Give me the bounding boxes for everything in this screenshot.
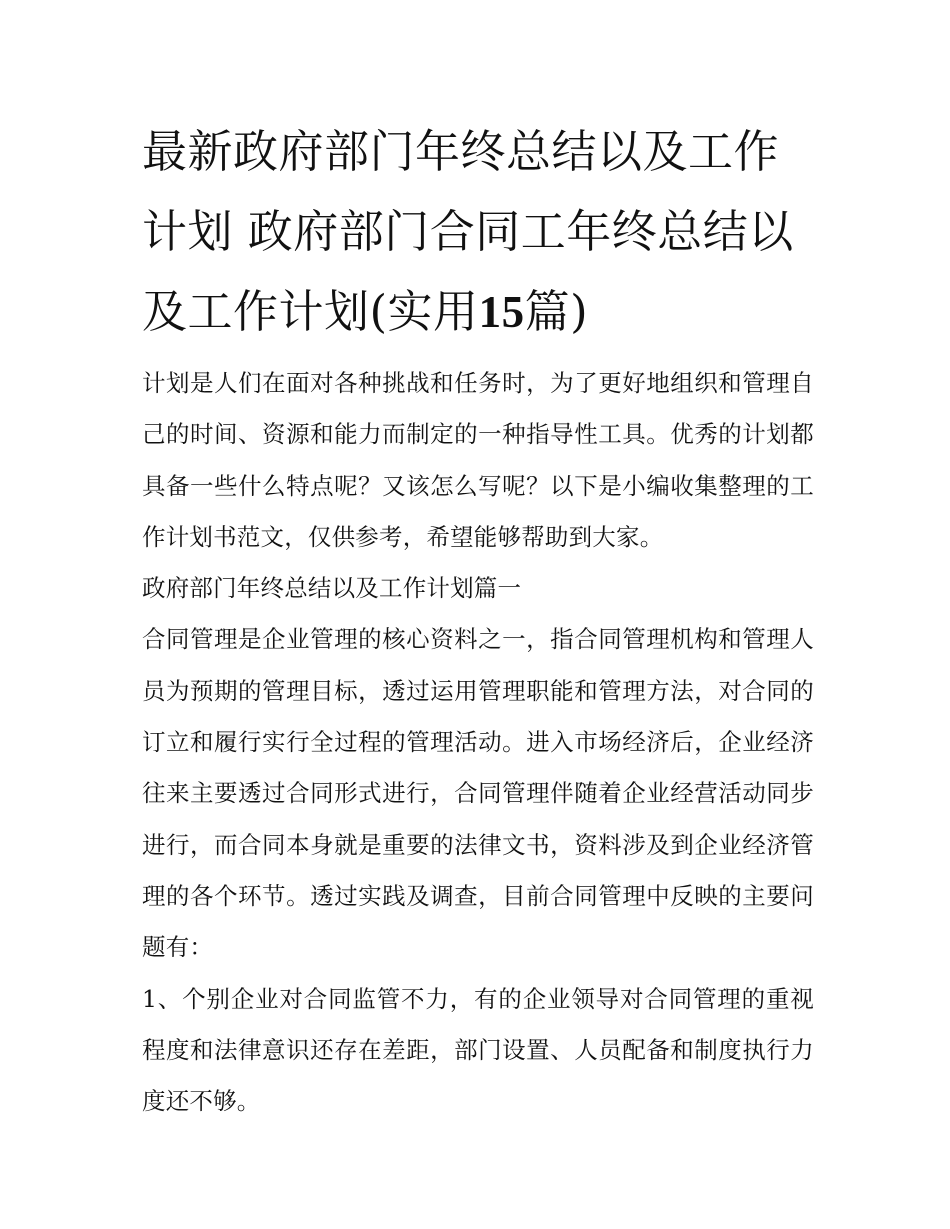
section-heading: 政府部门年终总结以及工作计划篇一 — [142, 574, 522, 603]
title-text-part2: 篇) — [524, 285, 589, 338]
body-paragraph: 合同管理是企业管理的核心资料之一，指合同管理机构和管理人员为预期的管理目标，透过运用管理职能和管理方法，对合同的订立和履行实行全过程的管理活动。进入市场经济后，企业经济往来主要透过合同形式进行，合同管理伴随着企业经营活动同步进行，而合同本身就是重要的法律文书，资料涉及到企业经济管理的各个环节。透过实践及调查，目前合同管理中反映的主要问题有： — [142, 625, 814, 962]
title-number: 15 — [478, 287, 525, 337]
document-page — [142, 112, 814, 1127]
title-text-part1: 最新政府部门年终总结以及工作计划 政府部门合同工年终总结以及工作计划(实用 — [142, 125, 794, 338]
list-item-paragraph: 1、个别企业对合同监管不力，有的企业领导对合同管理的重视程度和法律意识还存在差距，部门设置、人员配备和制度执行力度还不够。 — [142, 984, 814, 1116]
intro-paragraph: 计划是人们在面对各种挑战和任务时，为了更好地组织和管理自己的时间、资源和能力而制定的一种指导性工具。优秀的计划都具备一些什么特点呢？又该怎么写呢？以下是小编收集整理的工作计划书范文，仅供参考，希望能够帮助到大家。 — [142, 369, 814, 551]
document-title — [142, 112, 814, 352]
